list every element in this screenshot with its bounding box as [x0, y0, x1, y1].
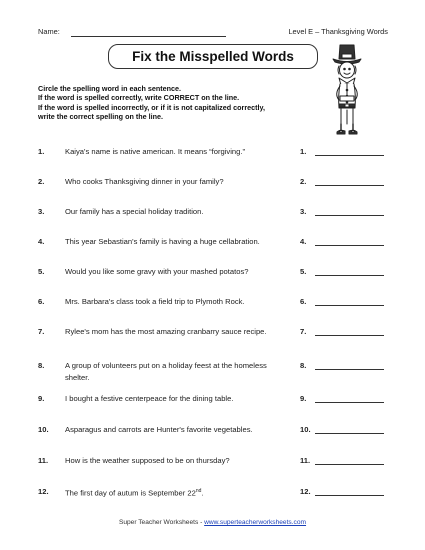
- answer-line[interactable]: [315, 275, 384, 276]
- footer: [0, 519, 425, 526]
- question-number: 12.: [38, 487, 49, 496]
- answer-number: 2.: [300, 177, 307, 186]
- question-text: How is the weather supposed to be on thursday?: [65, 456, 230, 465]
- question-text: This year Sebastian's family is having a huge cellabration.: [65, 237, 260, 246]
- question-number: 5.: [38, 267, 45, 276]
- question-number: 3.: [38, 207, 45, 216]
- question-text: Would you like some gravy with your mashed potatos?: [65, 267, 249, 276]
- name-input-line[interactable]: [71, 36, 226, 37]
- answer-number: 3.: [300, 207, 307, 216]
- answer-line[interactable]: [315, 155, 384, 156]
- answer-line[interactable]: [315, 335, 384, 336]
- question-text: Mrs. Barbara's class took a field trip to Plymoth Rock.: [65, 297, 245, 306]
- answer-line[interactable]: [315, 402, 384, 403]
- level-label: Level E – Thanksgiving Words: [288, 27, 388, 36]
- answer-number: 1.: [300, 147, 307, 156]
- answer-number: 7.: [300, 327, 307, 336]
- page-title: Fix the Misspelled Words: [108, 44, 318, 69]
- footer-brand: Super Teacher Worksheets: [118, 519, 199, 526]
- question-number: 2.: [38, 177, 45, 186]
- question-text: [65, 486, 325, 499]
- answer-line[interactable]: [315, 433, 384, 434]
- question-number: 9.: [38, 394, 45, 403]
- question-number: 1.: [38, 147, 45, 156]
- question-text: A group of volunteers put on a holiday feest at the homeless shelter.: [65, 361, 267, 382]
- instructions: [38, 84, 348, 122]
- question-number: 10.: [38, 425, 49, 434]
- header-row: [38, 27, 388, 39]
- question-number: 7.: [38, 327, 45, 336]
- answer-number: 5.: [300, 267, 307, 276]
- question-text-tail: .: [201, 488, 204, 498]
- answer-line[interactable]: [315, 245, 384, 246]
- question-number: 11.: [38, 456, 49, 465]
- question-text-main: The first day of autum is September 22: [65, 488, 196, 498]
- answer-number: 6.: [300, 297, 307, 306]
- question-text: Asparagus and carrots are Hunter's favorite vegetables.: [65, 425, 253, 434]
- question-text: Who cooks Thanksgiving dinner in your family?: [65, 177, 224, 186]
- question-text: Our family has a special holiday tradition.: [65, 207, 204, 216]
- question-number: 4.: [38, 237, 45, 246]
- ordinal-suffix: nd: [195, 488, 202, 494]
- answer-number: 4.: [300, 237, 307, 246]
- answer-number: 10.: [300, 425, 311, 434]
- question-number: 6.: [38, 297, 45, 306]
- footer-separator: -: [200, 519, 203, 526]
- footer-url-link[interactable]: www.superteacherworksheets.com: [204, 519, 307, 526]
- name-label: Name:: [38, 27, 60, 36]
- answer-line[interactable]: [315, 215, 384, 216]
- answer-number: 9.: [300, 394, 307, 403]
- instruction-line: Circle the spelling word in each sentence.: [38, 84, 181, 93]
- instruction-line: write the correct spelling on the line.: [38, 112, 164, 122]
- answer-line[interactable]: [315, 464, 384, 465]
- question-text: I bought a festive centerpeace for the dining table.: [65, 394, 234, 403]
- answer-line[interactable]: [315, 369, 384, 370]
- instruction-line: If the word is spelled incorrectly, or if it is not capitalized correctly,: [38, 102, 265, 112]
- answer-line[interactable]: [315, 495, 384, 496]
- answer-number: 12.: [300, 487, 311, 496]
- instruction-line: If the word is spelled correctly, write CORRECT on the line.: [38, 93, 240, 103]
- answer-number: 8.: [300, 361, 307, 370]
- answer-line[interactable]: [315, 185, 384, 186]
- answer-line[interactable]: [315, 305, 384, 306]
- question-number: 8.: [38, 361, 45, 370]
- answer-number: 11.: [300, 456, 311, 465]
- question-text: Rylee's mom has the most amazing cranbarry sauce recipe.: [65, 327, 267, 336]
- question-text: Kaiya's name is native american. It means “forgiving.”: [65, 147, 245, 156]
